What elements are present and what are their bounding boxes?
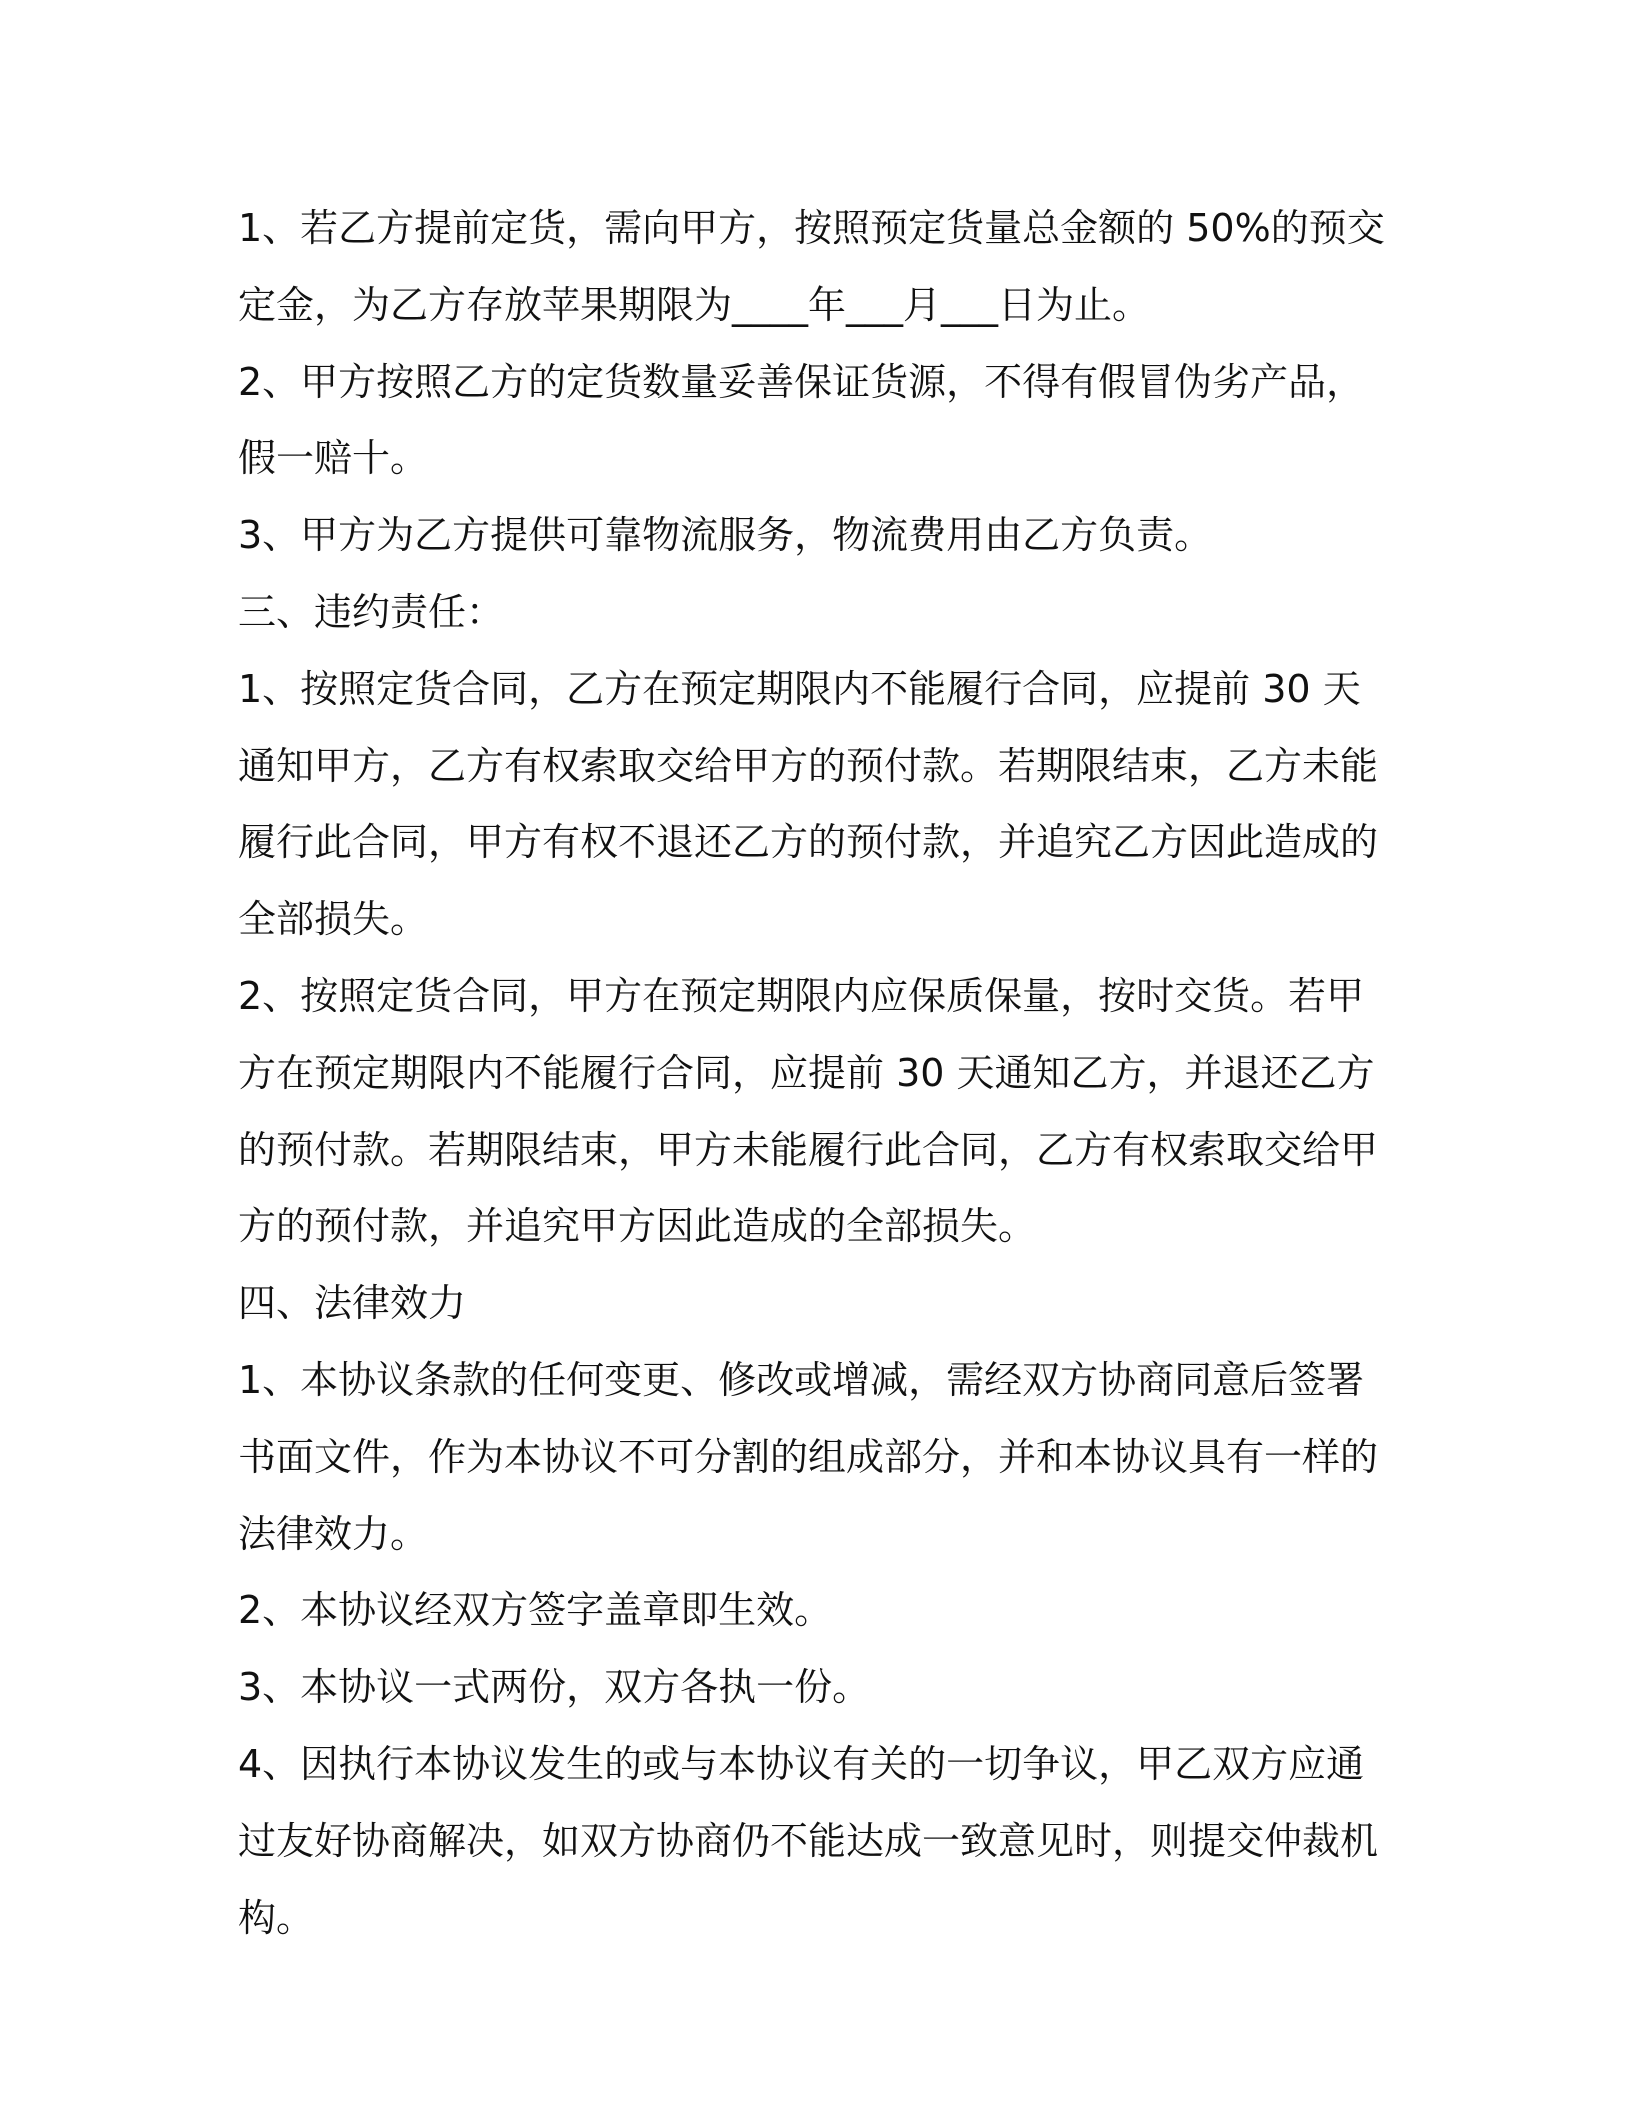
clause-party-b-breach: 1、按照定货合同，乙方在预定期限内不能履行合同，应提前 30 天通知甲方，乙方有权索取交给甲方的预付款。若期限结束，乙方未能履行此合同，甲方有权不退还乙方的预付款，并追究乙方因此造成的全部损失。 — [238, 666, 1379, 942]
section-heading-breach-liability: 三、违约责任： — [238, 589, 505, 634]
clause-amendments: 1、本协议条款的任何变更、修改或增减，需经双方协商同意后签署书面文件，作为本协议不可分割的组成部分，并和本协议具有一样的法律效力。 — [238, 1357, 1379, 1556]
clause-party-a-breach: 2、按照定货合同，甲方在预定期限内应保质保量，按时交货。若甲方在预定期限内不能履行合同，应提前 30 天通知乙方，并退还乙方的预付款。若期限结束，甲方未能履行此合同，乙方有权索取交给甲方的预付款，并追究甲方因此造成的全部损失。 — [238, 973, 1379, 1249]
document-body — [238, 190, 1398, 1956]
clause-dispute-resolution: 4、因执行本协议发生的或与本协议有关的一切争议，甲乙双方应通过友好协商解决，如双方协商仍不能达成一致意见时，则提交仲裁机构。 — [238, 1741, 1379, 1940]
clause-supply-guarantee: 2、甲方按照乙方的定货数量妥善保证货源，不得有假冒伪劣产品，假一赔十。 — [238, 359, 1365, 481]
clause-prepayment-deposit: 1、若乙方提前定货，需向甲方，按照预定货量总金额的 50%的预交定金，为乙方存放苹果期限为____年___月___日为止。 — [238, 206, 1385, 327]
clause-effective-upon-signing: 2、本协议经双方签字盖章即生效。 — [238, 1588, 833, 1633]
clause-logistics: 3、甲方为乙方提供可靠物流服务，物流费用由乙方负责。 — [238, 513, 1213, 558]
clause-copies: 3、本协议一式两份，双方各执一份。 — [238, 1665, 871, 1710]
section-heading-legal-effect: 四、法律效力 — [238, 1281, 467, 1326]
